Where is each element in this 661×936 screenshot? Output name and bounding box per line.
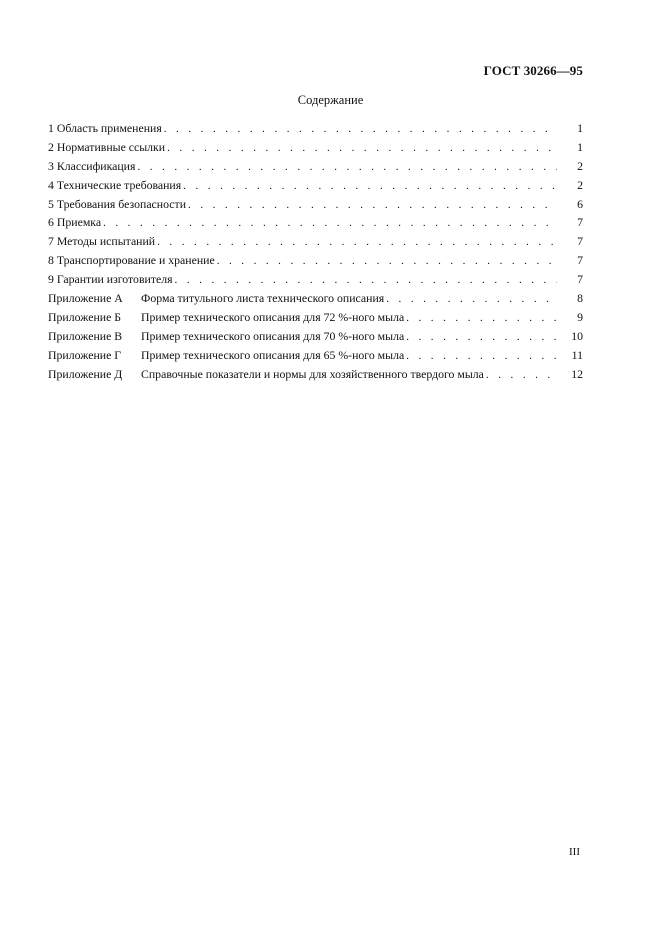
toc-entry-label bbox=[48, 213, 101, 232]
toc-entry-text: Пример технического описания для 65 %-ного мыла bbox=[141, 347, 405, 362]
toc-entry-label bbox=[48, 138, 165, 157]
toc-entry-page: 12 bbox=[571, 366, 583, 381]
toc-entry-label bbox=[48, 346, 404, 365]
toc-entry[interactable] bbox=[48, 157, 583, 176]
standard-code: ГОСТ 30266—95 bbox=[483, 63, 583, 78]
toc-entry-page: 7 bbox=[577, 253, 583, 268]
toc-entry[interactable] bbox=[48, 270, 583, 289]
toc-entry-label bbox=[48, 308, 404, 327]
toc-entry-text: Пример технического описания для 70 %-ного мыла bbox=[141, 328, 405, 343]
toc-entry-text: Форма титульного листа технического описания bbox=[141, 291, 385, 306]
dot-leader bbox=[406, 328, 557, 347]
appendix-prefix: Приложение Г bbox=[48, 347, 122, 362]
toc-entry-label bbox=[48, 270, 173, 289]
dot-leader bbox=[406, 309, 557, 328]
toc-entry-text: 8 Транспортирование и хранение bbox=[48, 253, 215, 268]
dot-leader bbox=[486, 366, 557, 385]
toc-entry-text: 3 Классификация bbox=[48, 158, 136, 173]
toc-entry[interactable] bbox=[48, 289, 583, 308]
dot-leader bbox=[164, 120, 557, 139]
toc-entry-text: 5 Требования безопасности bbox=[48, 196, 187, 211]
toc-entry-label bbox=[48, 327, 404, 346]
toc-entry-label bbox=[48, 195, 186, 214]
toc-entry-page: 2 bbox=[577, 177, 583, 192]
toc-entry[interactable] bbox=[48, 195, 583, 214]
toc-entry[interactable] bbox=[48, 251, 583, 270]
toc-entry-page: 8 bbox=[577, 291, 583, 306]
toc-entry-text: Справочные показатели и нормы для хозяйственного твердого мыла bbox=[141, 366, 484, 381]
toc-entry[interactable] bbox=[48, 327, 583, 346]
toc-entry-text: 1 Область применения bbox=[48, 121, 162, 135]
toc-entry-label bbox=[48, 289, 384, 308]
toc-entry-label bbox=[48, 119, 162, 138]
toc-entry-page: 6 bbox=[577, 196, 583, 211]
toc-entry[interactable] bbox=[48, 232, 583, 251]
dot-leader bbox=[167, 139, 557, 158]
toc-entry[interactable] bbox=[48, 346, 583, 365]
toc-entry-page: 1 bbox=[577, 139, 583, 154]
toc-entry[interactable] bbox=[48, 119, 583, 138]
toc-entry-text: 9 Гарантии изготовителя bbox=[48, 272, 173, 287]
toc-entry-page: 1 bbox=[577, 121, 583, 135]
toc-entry-page: 10 bbox=[571, 328, 583, 343]
toc-entry-page: 7 bbox=[577, 234, 583, 249]
toc-entry[interactable] bbox=[48, 213, 583, 232]
toc-entry-page: 7 bbox=[577, 272, 583, 287]
toc-entry-page: 9 bbox=[577, 309, 583, 324]
toc-entry-label bbox=[48, 232, 155, 251]
toc-entry-text: 2 Нормативные ссылки bbox=[48, 139, 166, 154]
dot-leader bbox=[406, 347, 557, 366]
appendix-prefix: Приложение Д bbox=[48, 366, 123, 381]
toc-entry[interactable] bbox=[48, 365, 583, 384]
toc-entry[interactable] bbox=[48, 308, 583, 327]
dot-leader bbox=[137, 158, 557, 177]
page-number: III bbox=[569, 846, 580, 858]
toc-entry-text: 4 Технические требования bbox=[48, 177, 182, 192]
dot-leader bbox=[217, 252, 557, 271]
toc-entry-label bbox=[48, 176, 181, 195]
toc-title: Содержание bbox=[297, 93, 364, 107]
toc-entry-label bbox=[48, 365, 484, 384]
dot-leader bbox=[386, 290, 557, 309]
appendix-prefix: Приложение Б bbox=[48, 309, 122, 324]
toc-entry-label bbox=[48, 251, 215, 270]
toc-entry-page: 2 bbox=[577, 158, 583, 173]
toc-entry-text: Пример технического описания для 72 %-ного мыла bbox=[141, 309, 405, 324]
dot-leader bbox=[175, 271, 557, 290]
table-of-contents bbox=[48, 119, 583, 383]
toc-entry-page: 7 bbox=[577, 215, 583, 230]
toc-entry[interactable] bbox=[48, 138, 583, 157]
toc-entry[interactable] bbox=[48, 176, 583, 195]
toc-entry-page: 11 bbox=[571, 347, 583, 362]
dot-leader bbox=[188, 196, 557, 215]
dot-leader bbox=[157, 233, 557, 252]
appendix-prefix: Приложение А bbox=[48, 291, 123, 306]
dot-leader bbox=[183, 177, 557, 196]
dot-leader bbox=[103, 214, 557, 233]
toc-entry-text: 6 Приемка bbox=[48, 215, 102, 230]
toc-entry-label bbox=[48, 157, 135, 176]
toc-entry-text: 7 Методы испытаний bbox=[48, 234, 156, 249]
appendix-prefix: Приложение В bbox=[48, 328, 123, 343]
